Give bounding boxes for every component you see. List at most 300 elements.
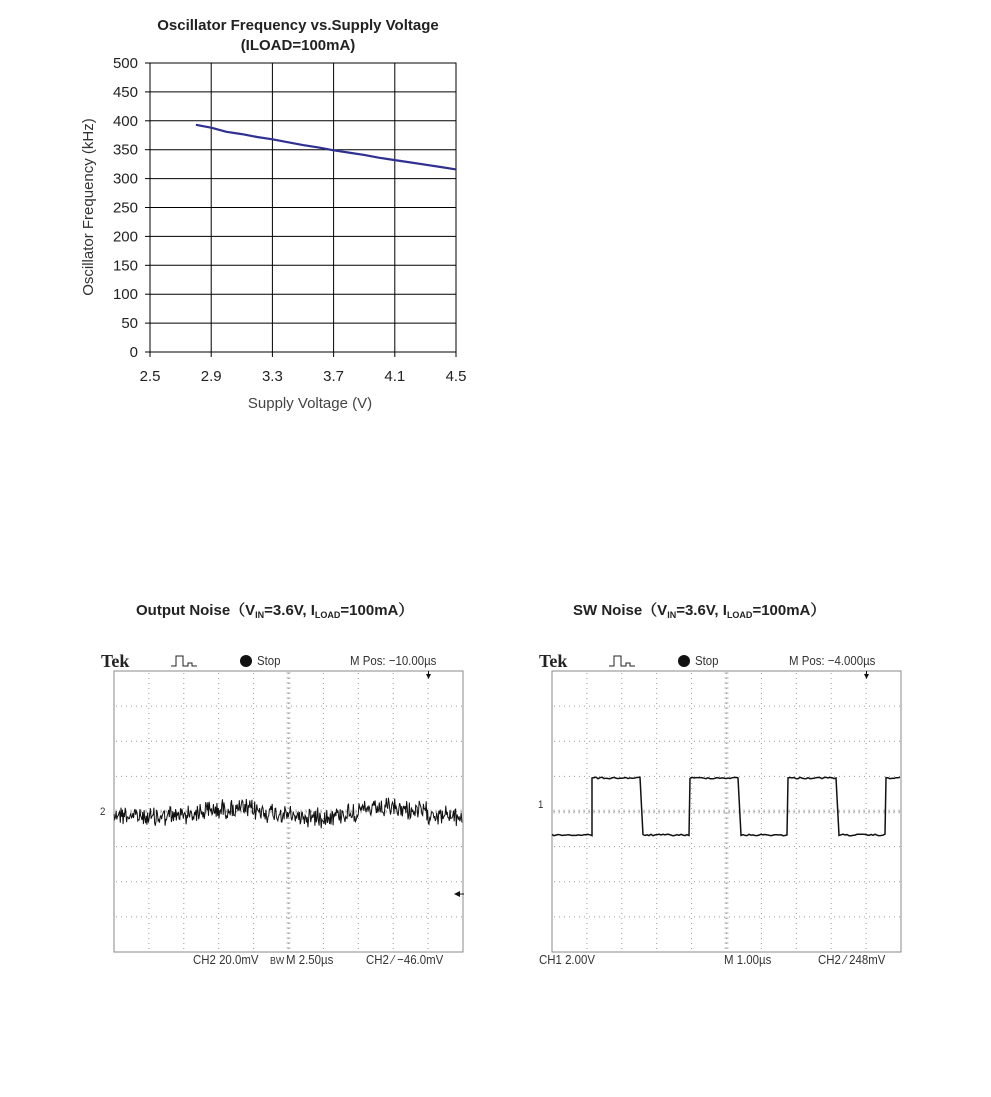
- grid-dot: [656, 723, 657, 724]
- grid-dot: [789, 706, 790, 707]
- grid-dot: [599, 916, 600, 917]
- grid-dot: [428, 748, 429, 749]
- grid-dot: [691, 888, 692, 889]
- grid-dot: [624, 881, 625, 882]
- grid-dot: [831, 683, 832, 684]
- grid-dot: [691, 853, 692, 854]
- grid-dot: [761, 693, 762, 694]
- grid-dot: [649, 706, 650, 707]
- grid-dot: [428, 893, 429, 894]
- grid-dot: [714, 881, 715, 882]
- grid-dot: [323, 813, 324, 814]
- grid-dot: [794, 706, 795, 707]
- grid-dot: [151, 846, 152, 847]
- grid-dot: [621, 908, 622, 909]
- grid-dot: [761, 898, 762, 899]
- grid-dot: [426, 881, 427, 882]
- grid-dot: [684, 741, 685, 742]
- grid-dot: [406, 706, 407, 707]
- grid-dot: [296, 776, 297, 777]
- grid-dot: [358, 863, 359, 864]
- grid-dot: [393, 903, 394, 904]
- grid-dot: [183, 753, 184, 754]
- grid-dot: [604, 846, 605, 847]
- grid-dot: [656, 693, 657, 694]
- grid-dot: [393, 773, 394, 774]
- grid-dot: [323, 688, 324, 689]
- grid-dot: [574, 706, 575, 707]
- grid-dot: [146, 706, 147, 707]
- grid-dot: [839, 776, 840, 777]
- grid-dot: [393, 838, 394, 839]
- grid-dot: [281, 706, 282, 707]
- grid-dot: [346, 916, 347, 917]
- grid-dot: [584, 916, 585, 917]
- grid-dot: [704, 741, 705, 742]
- grid-dot: [569, 741, 570, 742]
- grid-dot: [754, 776, 755, 777]
- grid-dot: [393, 853, 394, 854]
- grid-dot: [796, 913, 797, 914]
- grid-dot: [391, 776, 392, 777]
- grid-dot: [764, 741, 765, 742]
- grid-dot: [586, 898, 587, 899]
- grid-dot: [749, 741, 750, 742]
- grid-dot: [358, 673, 359, 674]
- grid-dot: [691, 918, 692, 919]
- grid-dot: [769, 846, 770, 847]
- grid-dot: [621, 803, 622, 804]
- grid-dot: [148, 878, 149, 879]
- grid-dot: [148, 763, 149, 764]
- grid-dot: [621, 728, 622, 729]
- output-noise-scope: [110, 668, 468, 956]
- bandwidth-limit: BW: [270, 956, 285, 967]
- grid-dot: [156, 916, 157, 917]
- grid-dot: [323, 703, 324, 704]
- grid-dot: [393, 718, 394, 719]
- grid-dot: [644, 846, 645, 847]
- grid-dot: [569, 776, 570, 777]
- grid-dot: [441, 881, 442, 882]
- grid-dot: [428, 803, 429, 804]
- title-text: =100mA）: [752, 602, 826, 619]
- grid-dot: [866, 938, 867, 939]
- grid-dot: [866, 788, 867, 789]
- grid-dot: [761, 798, 762, 799]
- grid-dot: [148, 858, 149, 859]
- grid-dot: [148, 808, 149, 809]
- grid-dot: [639, 916, 640, 917]
- grid-dot: [381, 881, 382, 882]
- grid-dot: [401, 846, 402, 847]
- grid-dot: [691, 903, 692, 904]
- grid-dot: [586, 918, 587, 919]
- grid-dot: [691, 773, 692, 774]
- grid-dot: [446, 706, 447, 707]
- grid-dot: [218, 848, 219, 849]
- grid-dot: [323, 678, 324, 679]
- grid-dot: [416, 881, 417, 882]
- grid-dot: [761, 673, 762, 674]
- grid-dot: [166, 881, 167, 882]
- grid-dot: [358, 868, 359, 869]
- grid-dot: [621, 738, 622, 739]
- grid-dot: [401, 706, 402, 707]
- grid-dot: [393, 888, 394, 889]
- grid-dot: [849, 916, 850, 917]
- grid-dot: [621, 793, 622, 794]
- grid-dot: [428, 913, 429, 914]
- grid-dot: [276, 846, 277, 847]
- grid-dot: [586, 828, 587, 829]
- grid-dot: [396, 741, 397, 742]
- grid-dot: [761, 868, 762, 869]
- grid-dot: [428, 923, 429, 924]
- grid-dot: [393, 798, 394, 799]
- grid-dot: [621, 863, 622, 864]
- grid-dot: [261, 846, 262, 847]
- grid-dot: [656, 943, 657, 944]
- grid-dot: [183, 713, 184, 714]
- grid-dot: [311, 881, 312, 882]
- grid-dot: [393, 708, 394, 709]
- grid-dot: [141, 706, 142, 707]
- grid-dot: [323, 728, 324, 729]
- grid-dot: [614, 706, 615, 707]
- grid-dot: [231, 881, 232, 882]
- grid-dot: [401, 741, 402, 742]
- grid-dot: [656, 883, 657, 884]
- grid-dot: [796, 803, 797, 804]
- grid-dot: [724, 706, 725, 707]
- grid-dot: [253, 698, 254, 699]
- grid-dot: [216, 741, 217, 742]
- grid-dot: [196, 846, 197, 847]
- grid-dot: [794, 846, 795, 847]
- grid-dot: [619, 846, 620, 847]
- grid-dot: [191, 706, 192, 707]
- grid-dot: [323, 903, 324, 904]
- grid-dot: [704, 881, 705, 882]
- grid-dot: [206, 706, 207, 707]
- grid-dot: [451, 881, 452, 882]
- grid-dot: [629, 881, 630, 882]
- grid-dot: [691, 813, 692, 814]
- grid-dot: [796, 883, 797, 884]
- grid-dot: [714, 741, 715, 742]
- grid-dot: [831, 723, 832, 724]
- grid-dot: [311, 776, 312, 777]
- grid-dot: [393, 673, 394, 674]
- grid-dot: [148, 888, 149, 889]
- grid-dot: [361, 776, 362, 777]
- grid-dot: [814, 776, 815, 777]
- grid-dot: [674, 741, 675, 742]
- grid-dot: [586, 888, 587, 889]
- grid-dot: [869, 916, 870, 917]
- grid-dot: [251, 741, 252, 742]
- grid-dot: [656, 793, 657, 794]
- grid-dot: [231, 776, 232, 777]
- grid-dot: [393, 683, 394, 684]
- grid-dot: [584, 881, 585, 882]
- grid-dot: [183, 808, 184, 809]
- grid-dot: [609, 881, 610, 882]
- grid-dot: [256, 881, 257, 882]
- grid-dot: [218, 673, 219, 674]
- acq-state: Stop: [257, 653, 281, 668]
- grid-dot: [759, 706, 760, 707]
- grid-dot: [301, 881, 302, 882]
- timebase: M 2.50µs: [286, 952, 334, 967]
- grid-dot: [323, 883, 324, 884]
- grid-dot: [761, 708, 762, 709]
- grid-dot: [148, 693, 149, 694]
- grid-dot: [864, 776, 865, 777]
- grid-dot: [796, 863, 797, 864]
- grid-dot: [761, 938, 762, 939]
- grid-dot: [301, 741, 302, 742]
- grid-dot: [761, 793, 762, 794]
- grid-dot: [614, 916, 615, 917]
- grid-dot: [393, 918, 394, 919]
- grid-dot: [126, 881, 127, 882]
- grid-dot: [301, 706, 302, 707]
- grid-dot: [866, 868, 867, 869]
- grid-dot: [599, 776, 600, 777]
- grid-dot: [296, 741, 297, 742]
- grid-dot: [559, 776, 560, 777]
- grid-dot: [166, 776, 167, 777]
- grid-dot: [116, 706, 117, 707]
- grid-dot: [586, 908, 587, 909]
- grid-dot: [428, 938, 429, 939]
- tek-logo: Tek: [101, 651, 130, 671]
- grid-dot: [769, 776, 770, 777]
- grid-dot: [691, 683, 692, 684]
- grid-dot: [406, 846, 407, 847]
- grid-dot: [789, 776, 790, 777]
- grid-dot: [358, 848, 359, 849]
- grid-dot: [428, 713, 429, 714]
- grid-dot: [358, 938, 359, 939]
- grid-dot: [236, 846, 237, 847]
- grid-dot: [311, 741, 312, 742]
- grid-dot: [323, 763, 324, 764]
- grid-dot: [393, 948, 394, 949]
- grid-dot: [226, 741, 227, 742]
- grid-dot: [761, 913, 762, 914]
- grid-dot: [358, 708, 359, 709]
- grid-dot: [428, 888, 429, 889]
- grid-dot: [724, 776, 725, 777]
- grid-dot: [691, 708, 692, 709]
- grid-dot: [784, 706, 785, 707]
- grid-dot: [609, 741, 610, 742]
- grid-dot: [256, 846, 257, 847]
- grid-dot: [831, 818, 832, 819]
- grid-dot: [769, 741, 770, 742]
- grid-dot: [436, 846, 437, 847]
- grid-dot: [393, 923, 394, 924]
- grid-dot: [714, 706, 715, 707]
- grid-dot: [849, 706, 850, 707]
- grid-dot: [416, 916, 417, 917]
- grid-dot: [201, 776, 202, 777]
- grid-dot: [451, 776, 452, 777]
- grid-dot: [796, 798, 797, 799]
- grid-dot: [386, 881, 387, 882]
- grid-dot: [894, 916, 895, 917]
- grid-dot: [831, 863, 832, 864]
- grid-dot: [346, 881, 347, 882]
- grid-dot: [599, 846, 600, 847]
- grid-dot: [428, 758, 429, 759]
- grid-dot: [691, 943, 692, 944]
- grid-dot: [829, 916, 830, 917]
- grid-dot: [148, 688, 149, 689]
- grid-dot: [761, 878, 762, 879]
- grid-dot: [761, 888, 762, 889]
- grid-dot: [689, 741, 690, 742]
- grid-dot: [831, 933, 832, 934]
- grid-dot: [654, 776, 655, 777]
- grid-dot: [784, 881, 785, 882]
- grid-dot: [691, 848, 692, 849]
- grid-dot: [428, 943, 429, 944]
- grid-dot: [266, 741, 267, 742]
- grid-dot: [586, 738, 587, 739]
- grid-dot: [218, 763, 219, 764]
- grid-dot: [323, 673, 324, 674]
- grid-dot: [709, 846, 710, 847]
- grid-dot: [866, 878, 867, 879]
- grid-dot: [206, 741, 207, 742]
- grid-dot: [831, 743, 832, 744]
- grid-dot: [796, 748, 797, 749]
- grid-dot: [619, 776, 620, 777]
- grid-dot: [729, 846, 730, 847]
- grid-dot: [216, 881, 217, 882]
- grid-dot: [621, 888, 622, 889]
- grid-dot: [866, 773, 867, 774]
- grid-dot: [884, 916, 885, 917]
- grid-dot: [286, 741, 287, 742]
- grid-dot: [796, 743, 797, 744]
- grid-dot: [323, 758, 324, 759]
- grid-dot: [226, 776, 227, 777]
- grid-dot: [761, 873, 762, 874]
- grid-dot: [371, 881, 372, 882]
- grid-dot: [664, 846, 665, 847]
- grid-dot: [428, 948, 429, 949]
- grid-dot: [761, 853, 762, 854]
- grid-dot: [218, 753, 219, 754]
- grid-dot: [569, 881, 570, 882]
- grid-dot: [358, 903, 359, 904]
- grid-dot: [699, 846, 700, 847]
- grid-dot: [761, 923, 762, 924]
- grid-dot: [218, 898, 219, 899]
- grid-dot: [211, 706, 212, 707]
- grid-dot: [796, 868, 797, 869]
- grid-dot: [253, 938, 254, 939]
- grid-dot: [361, 846, 362, 847]
- grid-dot: [428, 793, 429, 794]
- grid-dot: [759, 881, 760, 882]
- grid-dot: [554, 881, 555, 882]
- grid-dot: [691, 753, 692, 754]
- grid-dot: [656, 903, 657, 904]
- grid-dot: [844, 741, 845, 742]
- grid-dot: [426, 706, 427, 707]
- grid-dot: [796, 833, 797, 834]
- grid-dot: [831, 738, 832, 739]
- grid-dot: [428, 768, 429, 769]
- grid-dot: [376, 776, 377, 777]
- grid-dot: [286, 776, 287, 777]
- y-tick-label: 0: [129, 344, 138, 361]
- x-tick-labels: [140, 368, 467, 385]
- grid-dot: [679, 916, 680, 917]
- grid-dot: [253, 883, 254, 884]
- grid-dot: [206, 846, 207, 847]
- grid-dot: [859, 916, 860, 917]
- grid-dot: [586, 853, 587, 854]
- grid-dot: [761, 703, 762, 704]
- grid-dot: [659, 741, 660, 742]
- grid-dot: [253, 708, 254, 709]
- grid-dot: [889, 916, 890, 917]
- grid-dot: [183, 788, 184, 789]
- grid-dot: [799, 706, 800, 707]
- grid-dot: [761, 748, 762, 749]
- grid-dot: [371, 776, 372, 777]
- grid-dot: [191, 881, 192, 882]
- grid-dot: [559, 881, 560, 882]
- grid-dot: [866, 823, 867, 824]
- grid-dot: [148, 908, 149, 909]
- grid-dot: [656, 758, 657, 759]
- tek-logo: Tek: [539, 651, 568, 671]
- grid-dot: [774, 846, 775, 847]
- grid-dot: [564, 776, 565, 777]
- grid-dot: [784, 916, 785, 917]
- y-tick-label: 50: [121, 315, 138, 333]
- grid-dot: [316, 846, 317, 847]
- grid-dot: [216, 846, 217, 847]
- grid-dot: [834, 741, 835, 742]
- grid-dot: [831, 868, 832, 869]
- grid-dot: [854, 881, 855, 882]
- grid-dot: [148, 913, 149, 914]
- grid-dot: [684, 881, 685, 882]
- grid-dot: [859, 706, 860, 707]
- grid-dot: [331, 881, 332, 882]
- grid-dot: [604, 916, 605, 917]
- grid-dot: [574, 846, 575, 847]
- grid-dot: [586, 703, 587, 704]
- grid-dot: [619, 881, 620, 882]
- grid-dot: [739, 846, 740, 847]
- grid-dot: [586, 783, 587, 784]
- grid-dot: [831, 763, 832, 764]
- grid-dot: [621, 903, 622, 904]
- grid-dot: [276, 776, 277, 777]
- grid-dot: [621, 708, 622, 709]
- grid-dot: [323, 803, 324, 804]
